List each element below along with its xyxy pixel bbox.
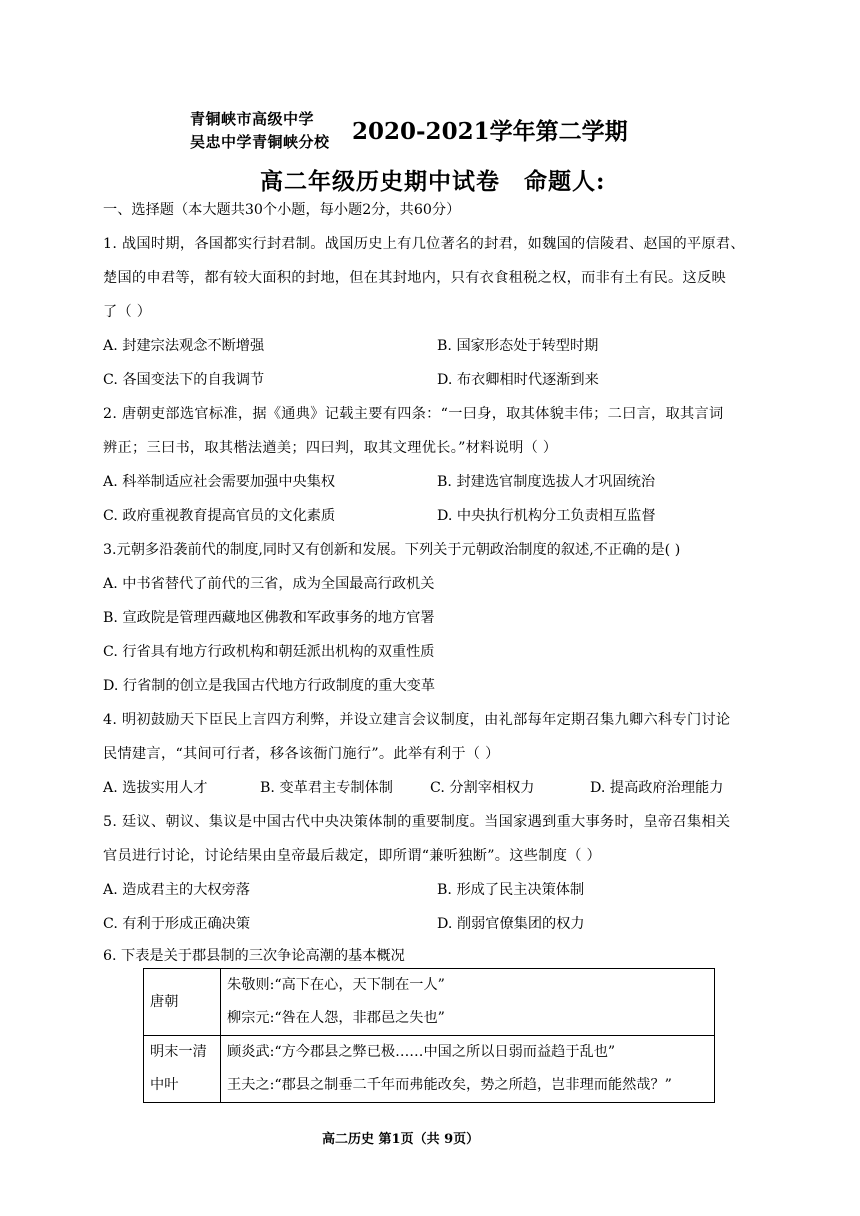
question-1-stem-line: 1. 战国时期，各国都实行封君制。战国历史上有几位著名的封君，如魏国的信陵君、赵国的平原君、 xyxy=(103,236,745,252)
question-4-option-b: B. 变革君主专制体制 xyxy=(260,780,393,796)
question-2-stem-line: 2. 唐朝吏部选官标准，据《通典》记载主要有四条：“一曰身，取其体貌丰伟；二曰言，取其言词 xyxy=(103,406,724,422)
author-label: 命题人: xyxy=(524,168,606,195)
question-2-option-a: A. 科举制适应社会需要加强中央集权 xyxy=(103,474,336,490)
debate-table xyxy=(143,968,715,1103)
table-quotes-cell xyxy=(221,1036,715,1103)
table-period-text: 唐朝 xyxy=(150,993,179,1010)
page-footer: 高二历史 第1页（共 9页） xyxy=(322,1132,480,1147)
question-2-option-c: C. 政府重视教育提高官员的文化素质 xyxy=(103,508,336,524)
table-quote-line: 柳宗元:“咎在人怨，非郡邑之失也” xyxy=(227,1010,445,1026)
question-4-option-c: C. 分割宰相权力 xyxy=(430,780,535,796)
question-5-option-b: B. 形成了民主决策体制 xyxy=(437,882,585,898)
question-3-option-b: B. 宣政院是管理西藏地区佛教和军政事务的地方官署 xyxy=(103,610,435,626)
question-2-option-d: D. 中央执行机构分工负责相互监督 xyxy=(437,508,656,524)
table-row xyxy=(144,1036,715,1103)
question-3-option-c: C. 行省具有地方行政机构和朝廷派出机构的双重性质 xyxy=(103,644,435,660)
question-5-option-c: C. 有利于形成正确决策 xyxy=(103,916,251,932)
table-quote-line: 顾炎武:“方今郡县之弊已极……中国之所以日弱而益趋于乱也” xyxy=(227,1044,616,1060)
question-1-stem-line: 楚国的申君等，都有较大面积的封地，但在其封地内，只有衣食租税之权，而非有土有民。这反映 xyxy=(103,270,726,286)
table-period-cell xyxy=(144,1036,221,1103)
section-title: 一、选择题（本大题共30个小题，每小题2分，共60分） xyxy=(103,202,461,218)
academic-year-title: 2020-2021学年第二学期 xyxy=(352,118,628,145)
question-4-stem-line: 民情建言，“其间可行者，移各该衙门施行”。此举有利于（ ） xyxy=(103,746,500,762)
question-1-option-a: A. 封建宗法观念不断增强 xyxy=(103,338,265,354)
question-2-stem-line: 辨正；三曰书，取其楷法遒美；四曰判，取其文理优长。”材料说明（ ） xyxy=(103,440,558,456)
table-quotes-cell xyxy=(221,969,715,1036)
question-5-stem-line: 官员进行讨论，讨论结果由皇帝最后裁定，即所谓“兼听独断”。这些制度（ ） xyxy=(103,848,602,864)
table-period-cell xyxy=(144,969,221,1036)
question-6-stem-line: 6. 下表是关于郡县制的三次争论高潮的基本概况 xyxy=(103,948,405,964)
table-period-text: 明末一清 xyxy=(150,1044,207,1060)
question-5-option-a: A. 造成君主的大权旁落 xyxy=(103,882,250,898)
question-3-stem-line: 3.元朝多沿袭前代的制度,同时又有创新和发展。下列关于元朝政治制度的叙述,不正确的是( ) xyxy=(103,542,681,558)
table-period-text: 中叶 xyxy=(150,1077,179,1093)
question-5-option-d: D. 削弱官僚集团的权力 xyxy=(437,916,585,932)
exam-title: 高二年级历史期中试卷 xyxy=(260,168,500,195)
table-quote-line: 王夫之:“郡县之制垂二千年而弗能改矣，势之所趋，岂非理而能然哉？” xyxy=(227,1077,672,1093)
question-2-option-b: B. 封建选官制度选拔人才巩固统治 xyxy=(437,474,656,490)
question-1-option-c: C. 各国变法下的自我调节 xyxy=(103,372,265,388)
question-1-option-d: D. 布衣卿相时代逐渐到来 xyxy=(437,372,599,388)
table-quote-line: 朱敬则:“高下在心，天下制在一人” xyxy=(227,977,445,993)
question-4-option-d: D. 提高政府治理能力 xyxy=(590,780,724,796)
school-name-line1: 青铜峡市高级中学 xyxy=(190,110,315,128)
question-5-stem-line: 5. 廷议、朝议、集议是中国古代中央决策体制的重要制度。当国家遇到重大事务时，皇帝召集相关 xyxy=(103,814,731,830)
table-row xyxy=(144,969,715,1036)
question-1-stem-line: 了（ ） xyxy=(103,304,152,320)
school-name-line2: 吴忠中学青铜峡分校 xyxy=(190,133,330,151)
question-4-option-a: A. 选拔实用人才 xyxy=(103,780,208,796)
question-3-option-a: A. 中书省替代了前代的三省，成为全国最高行政机关 xyxy=(103,576,435,592)
question-3-option-d: D. 行省制的创立是我国古代地方行政制度的重大变革 xyxy=(103,678,436,694)
question-4-stem-line: 4. 明初鼓励天下臣民上言四方利弊，并设立建言会议制度，由礼部每年定期召集九卿六科专门讨论 xyxy=(103,712,731,728)
question-1-option-b: B. 国家形态处于转型时期 xyxy=(437,338,599,354)
